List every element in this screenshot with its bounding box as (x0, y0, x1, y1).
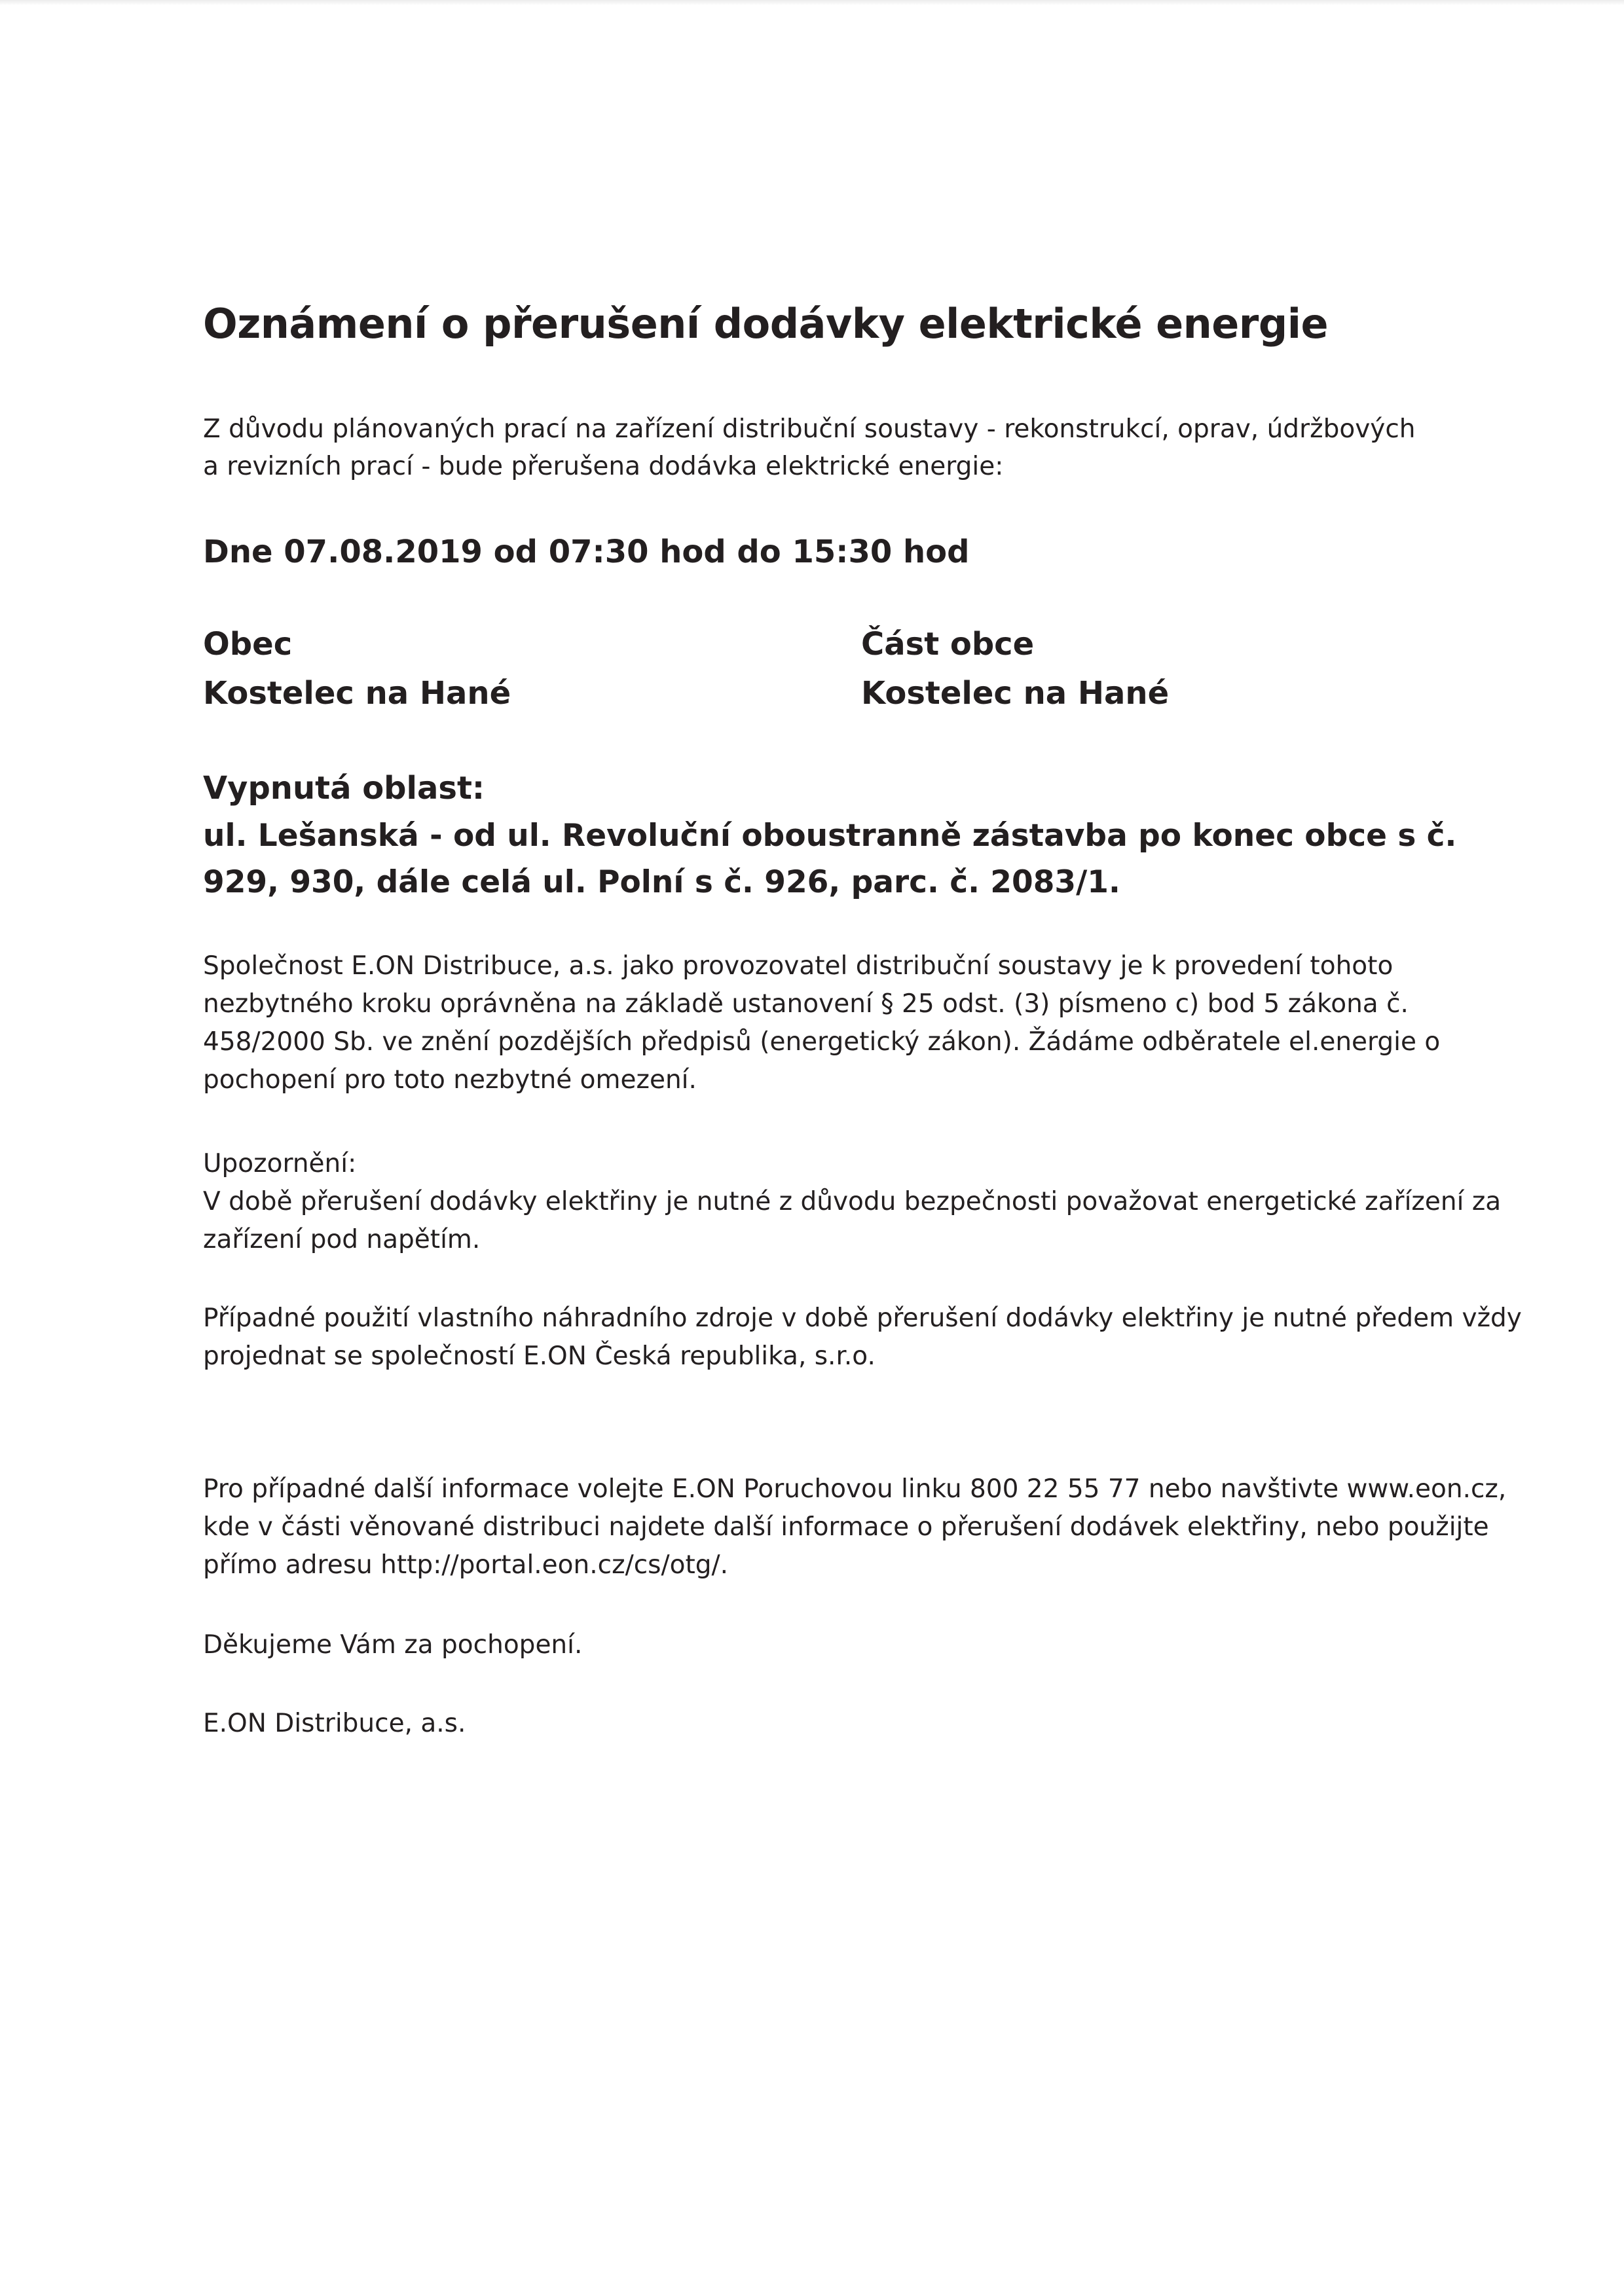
contact-info-paragraph: Pro případné další informace volejte E.ON Poruchovou linku 800 22 55 77 nebo navštivte www.eon.cz, kde v části věnované distribuci najdete další informace o přerušení dodávek elektřiny, nebo použijte přímo adresu http://portal.eon.cz/cs/otg/. (203, 1474, 1507, 1580)
outage-date-time: Dne 07.08.2019 od 07:30 hod do 15:30 hod (203, 534, 970, 570)
intro-paragraph: Z důvodu plánovaných prací na zařízení distribuční soustavy - rekonstrukcí, oprav, údržbových a revizních prací - bude přerušena dodávka elektrické energie: (203, 414, 1416, 481)
signature-line: E.ON Distribuce, a.s. (203, 1709, 466, 1738)
municipality-column (203, 620, 861, 718)
location-grid (203, 620, 1526, 718)
municipality-value: Kostelec na Hané (203, 675, 511, 712)
backup-source-paragraph: Případné použití vlastního náhradního zdroje v době přerušení dodávky elektřiny je nutné předem vždy projednat se společností E.ON Česká republika, s.r.o. (203, 1303, 1522, 1371)
company-legal-paragraph: Společnost E.ON Distribuce, a.s. jako provozovatel distribuční soustavy je k provedení tohoto nezbytného kroku oprávněna na základě ustanovení § 25 odst. (3) písmeno c) bod 5 zákona č. 458/2000 Sb. ve znění pozdějších předpisů (energetický zákon). Žádáme odběratele el.energie o pochopení pro toto nezbytné omezení. (203, 951, 1441, 1095)
notice-document (203, 298, 1526, 1743)
warning-label: Upozornění: (203, 1149, 357, 1178)
affected-area-label: Vypnutá oblast: (203, 770, 485, 807)
notice-title: Oznámení o přerušení dodávky elektrické energie (203, 300, 1329, 348)
warning-section (203, 1145, 1526, 1259)
warning-text: V době přerušení dodávky elektřiny je nutné z důvodu bezpečnosti považovat energetické zařízení za zařízení pod napětím. (203, 1187, 1502, 1254)
scan-top-edge (0, 0, 1624, 5)
affected-area-description: ul. Lešanská - od ul. Revoluční oboustranně zástavba po konec obce s č. 929, 930, dále celá ul. Polní s č. 926, parc. č. 2083/1. (203, 818, 1457, 900)
municipality-part-label: Část obce (861, 626, 1035, 663)
municipality-label: Obec (203, 626, 293, 663)
thanks-line: Děkujeme Vám za pochopení. (203, 1630, 583, 1660)
municipality-part-column (861, 620, 1519, 718)
municipality-part-value: Kostelec na Hané (861, 675, 1170, 712)
